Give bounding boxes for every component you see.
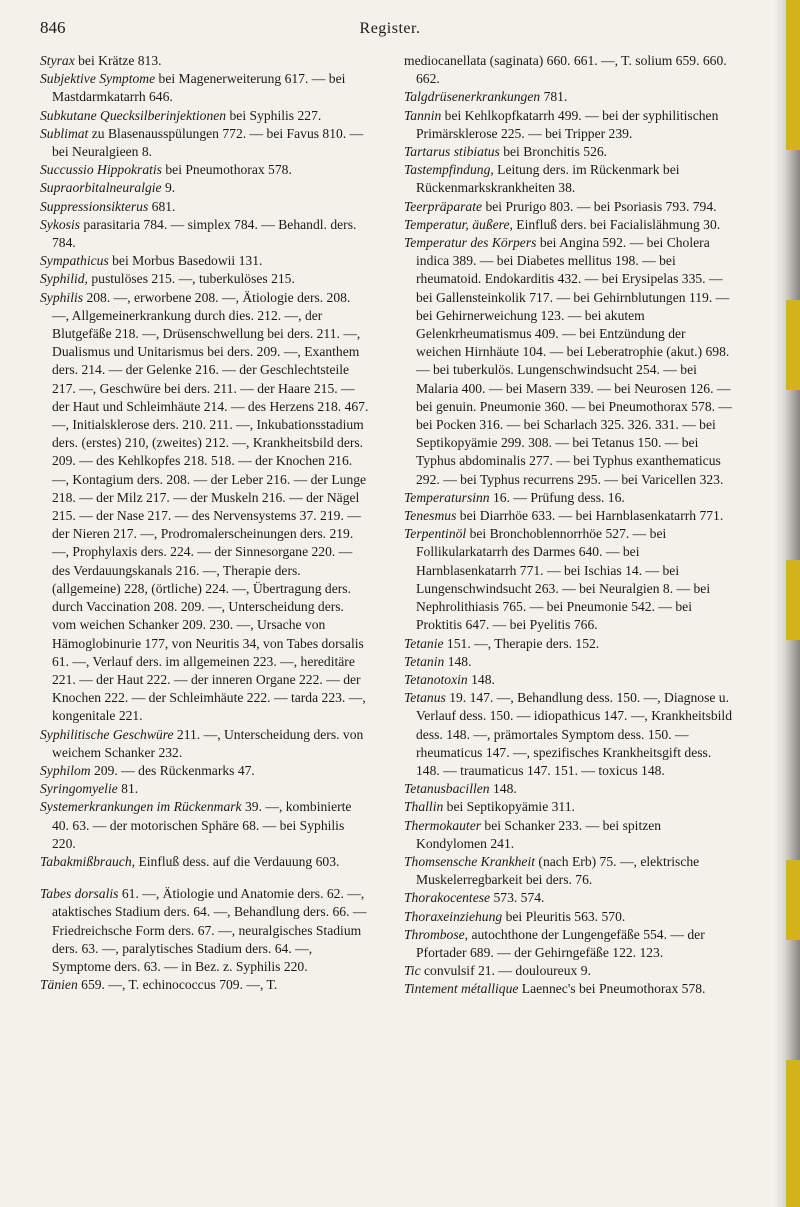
index-entry [404,653,734,671]
page-edge-marker [786,1060,800,1207]
index-headword: Tenesmus [404,508,457,524]
index-headword: Tabakmißbrauch, [40,853,136,869]
index-headword: Terpentinöl [404,526,467,542]
index-entry [404,88,734,106]
index-entry [40,198,370,216]
index-entry [404,107,734,143]
index-entry [404,926,734,962]
page-header [40,18,740,44]
index-entry [404,689,734,780]
index-headword: Tabes dorsalis [40,886,119,902]
index-references: 81. [117,781,139,797]
index-references: bei Krätze 813. [74,53,162,68]
index-entry [404,962,734,980]
index-entry [40,885,370,976]
index-headword: Succussio Hippokratis [40,162,162,178]
index-headword: Syphilid, [40,271,88,287]
index-references: 211. —, Unterscheidung ders. von weichem Schanker 232. [52,726,364,760]
index-references: bei Morbus Basedowii 131. [108,253,263,269]
page-number: 846 [40,18,66,37]
index-references: zu Blasenausspülungen 772. — bei Favus 810. — bei Neuralgieen 8. [52,125,364,160]
running-head: Register. [359,20,421,37]
index-headword: Syphilis [40,289,84,305]
index-entry [40,107,370,125]
index-entry [404,889,734,907]
index-references: bei Magenerweiterung 617. — bei Mastdarmkatarrh 646. [52,71,346,105]
index-entry [404,198,734,216]
index-entry [404,798,734,816]
index-headword: Thomsensche Krankheit [404,853,536,869]
index-headword: Styrax [40,53,75,68]
index-entry [40,853,370,871]
index-headword: Tastempfindung, [404,162,494,178]
index-headword: Subkutane Quecksilberinjektionen [40,107,227,123]
index-entry [404,980,734,998]
index-entry [40,216,370,252]
index-references: 659. —, T. echinococcus 709. —, T. [77,977,278,993]
index-headword: Teerpräparate [404,198,483,214]
index-references: 16. — Prüfung dess. 16. [489,489,625,505]
index-references: 208. —, erworbene 208. —, Ätiologie ders. 208. —, Allgemeinerkrankung durch dies. 212. —, der Blutgefäße 218. —, Drüsenschwellung bei ders. 211. —, Dualismus und Unitarismus bei ders. 209. —, Exanthem ders. 214. — der Gelenke 216. — der Geschlechtsteile 217. —, Geschwüre bei ders. 211. — der Haare 215. — der Haut und Schleimhäute 214. — des Herzens 218. 467. —, Initialsklerose ders. 210. 211. —, Inkubationsstadium ders. (erstes) 210, (zweites) 212. —, Krankheitsbild ders. 209. — des Kehlkopfes 218. 518. — der Knochen 216. —, Kontagium ders. 208. — der Leber 216. — der Lunge 218. — der Milz 217. — der Muskeln 216. — der Nägel 215. — der Nase 217. — des Nervensystems 37. 219. — der Nieren 217. —, Prodromalerscheinungen ders. 219. —, Prophylaxis ders. 224. — der Sinnesorgane 220. — des Verdauungskanals 216. —, Therapie ders. (allgemeine) 228, (örtliche) 224. —, Übertragung ders. durch Vaccination 208. 209. —, Unterscheidung ders. vom weichen Schanker 209. 230. —, Ursache von Hämoglobinurie 177, von Neuritis 34, von Tabes dorsalis 61. —, Verlauf ders. im allgemeinen 223. —, hereditäre 221. — der Haut 222. — der inneren Organe 222. — der Knochen 222. — der Schleimhäute 222. — tarda 223. —, kongenitale 221. [52,289,369,724]
index-headword: Sublimat [40,125,89,141]
index-entry [404,780,734,798]
index-entry [40,270,370,288]
index-references: Einfluß ders. bei Facialislähmung 30. [512,216,721,232]
index-entry [40,798,370,853]
index-headword: Sympathicus [40,253,109,269]
index-references: 148. [489,781,517,797]
index-references: bei Pneumothorax 578. [161,162,292,178]
index-references: pustulöses 215. —, tuberkulöses 215. [87,271,295,287]
page-edge-marker [786,560,800,640]
index-headword: Temperatursinn [404,489,490,505]
index-references: 39. —, kombinierte 40. 63. — der motorischen Sphäre 68. — bei Syphilis 220. [52,799,352,851]
index-headword: Tannin [404,107,442,123]
index-entry [40,289,370,726]
index-entry [404,234,734,489]
index-headword: Sykosis [40,216,81,232]
index-entry [40,762,370,780]
index-headword: Thorakocentese [404,890,491,906]
index-references: convulsif 21. — douloureux 9. [420,963,591,979]
entry-gap [40,871,370,885]
index-references: Einfluß dess. auf die Verdauung 603. [135,853,340,869]
index-entry [40,179,370,197]
index-entry [404,853,734,889]
index-entry [40,726,370,762]
index-entry [40,161,370,179]
index-headword: Syringomyelie [40,781,118,797]
index-entry [40,976,370,994]
index-entry [404,525,734,634]
index-references: 573. 574. [490,890,545,906]
index-headword: Tänien [40,977,78,993]
index-headword: Thallin [404,799,444,815]
index-references: 209. — des Rückenmarks 47. [90,762,255,778]
index-references: 148. [467,671,495,687]
left-column [40,52,370,994]
index-entry [40,125,370,161]
index-entry [40,70,370,106]
right-column [404,52,734,999]
index-headword: Tic [404,963,421,979]
index-entry [404,671,734,689]
index-entry [404,635,734,653]
index-entry [404,489,734,507]
index-references: autochthone der Lungengefäße 554. — der Pfortader 689. — der Gehirngefäße 122. 123. [416,926,705,960]
index-references: Laennec's bei Pneumothorax 578. [518,981,706,997]
index-entry [40,252,370,270]
index-headword: Thermokauter [404,817,482,833]
index-entry [404,52,734,88]
page-edge-marker [786,300,800,390]
index-entry [404,817,734,853]
index-headword: Systemerkrankungen im Rückenmark [40,799,242,815]
index-entry [40,780,370,798]
index-entry [404,216,734,234]
index-references: (nach Erb) 75. —, elektrische Muskelerregbarkeit bei ders. 76. [416,853,700,888]
index-headword: Syphilitische Geschwüre [40,726,174,742]
index-references: bei Pleuritis 563. 570. [502,908,626,924]
index-references: 61. —, Ätiologie und Anatomie ders. 62. —, ataktisches Stadium ders. 64. —, Behandlung ders. 66. — Friedreichsche Form ders. 67. —, neuralgisches Stadium ders. 63. —, paralytisches Stadium ders. 64. —, Symptome ders. 63. — in Bez. z. Syphilis 220. [52,886,367,974]
index-references: bei Schanker 233. — bei spitzen Kondylomen 241. [416,817,662,851]
index-references: bei Kehlkopfkatarrh 499. — bei der syphilitischen Primärsklerose 225. — bei Tripper 239. [416,107,719,141]
index-headword: Tintement métallique [404,981,519,997]
index-headword: Subjektive Symptome [40,71,156,87]
index-references: bei Prurigo 803. — bei Psoriasis 793. 794. [482,198,717,214]
index-references: 781. [540,89,568,105]
index-headword: Thoraxeinziehung [404,908,503,924]
index-references: 681. [148,198,176,214]
index-headword: Suppressionsikterus [40,198,149,214]
index-headword: Syphilom [40,762,91,778]
index-headword: Tetanie [404,635,444,651]
index-references: bei Syphilis 227. [226,107,322,123]
index-entry [404,908,734,926]
index-references: bei Angina 592. — bei Cholera indica 389. — bei Diabetes mellitus 198. — bei rheumatoid. Endokarditis 432. — bei Erysipelas 335. — bei Gallensteinkolik 717. — bei Gehirnblutungen 119. — bei Gehirnerweichung 123. — bei akutem Gelenkrheumatismus 409. — bei Entzündung der weichen Hirnhäute 104. — bei Leberatrophie (akut.) 698. — bei tuberkulös. Lungenschwindsucht 254. — bei Malaria 400. — bei Masern 339. — bei Neurosen 126. — bei genuin. Pneumonie 360. — bei Pneumothorax 578. — bei Pocken 316. — bei Scharlach 325. 326. 331. — bei Septikopyämie 299. 308. — bei Tetanus 150. — bei Typhus abdominalis 277. — bei Typhus exanthematicus 292. — bei Typhus recurrens 295. — bei Varicellen 323. [416,235,733,487]
index-references: parasitaria 784. — simplex 784. — Behandl. ders. 784. [52,216,357,251]
index-entry [404,161,734,197]
index-references: 151. —, Therapie ders. 152. [443,635,600,651]
index-references: mediocanellata (saginata) 660. 661. —, T. solium 659. 660. 662. [404,53,727,87]
page-edge-marker [786,860,800,940]
index-references: 9. [161,180,176,196]
index-entry [404,507,734,525]
index-headword: Temperatur des Körpers [404,235,537,251]
index-headword: Supraorbitalneuralgie [40,180,162,196]
index-headword: Temperatur, äußere, [404,216,513,232]
index-headword: Tetanusbacillen [404,781,490,797]
index-entry [40,52,370,70]
page-edge-marker [786,0,800,150]
index-references: bei Septikopyämie 311. [443,799,575,815]
index-headword: Talgdrüsenerkrankungen [404,89,541,105]
index-headword: Tetanus [404,690,446,706]
index-references: 148. [444,653,472,669]
index-headword: Tartarus stibiatus [404,144,500,160]
index-references: bei Bronchoblennorrhöe 527. — bei Follikularkatarrh des Darmes 640. — bei Harnblasenkatarrh 771. — bei Ischias 14. — bei Lungenschwindsucht 263. — bei Neuralgien 8. — bei Nephrolithiasis 765. — bei Pneumonie 542. — bei Proktitis 647. — bei Pyelitis 766. [416,526,711,633]
index-headword: Tetanotoxin [404,671,468,687]
index-entry [404,143,734,161]
index-references: 19. 147. —, Behandlung dess. 150. —, Diagnose u. Verlauf dess. 150. — idiopathicus 147. —, Krankheitsbild dess. 148. —, prämortales Symptom dess. 150. — rheumaticus 147. —, spezifisches Krankheitsgift dess. 148. — traumaticus 147. 151. — toxicus 148. [416,690,733,778]
index-references: bei Bronchitis 526. [499,144,608,160]
index-references: bei Diarrhöe 633. — bei Harnblasenkatarrh 771. [456,508,724,524]
index-headword: Tetanin [404,653,445,669]
index-headword: Thrombose, [404,926,469,942]
index-references: Leitung ders. im Rückenmark bei Rückenmarkskrankheiten 38. [416,162,680,196]
